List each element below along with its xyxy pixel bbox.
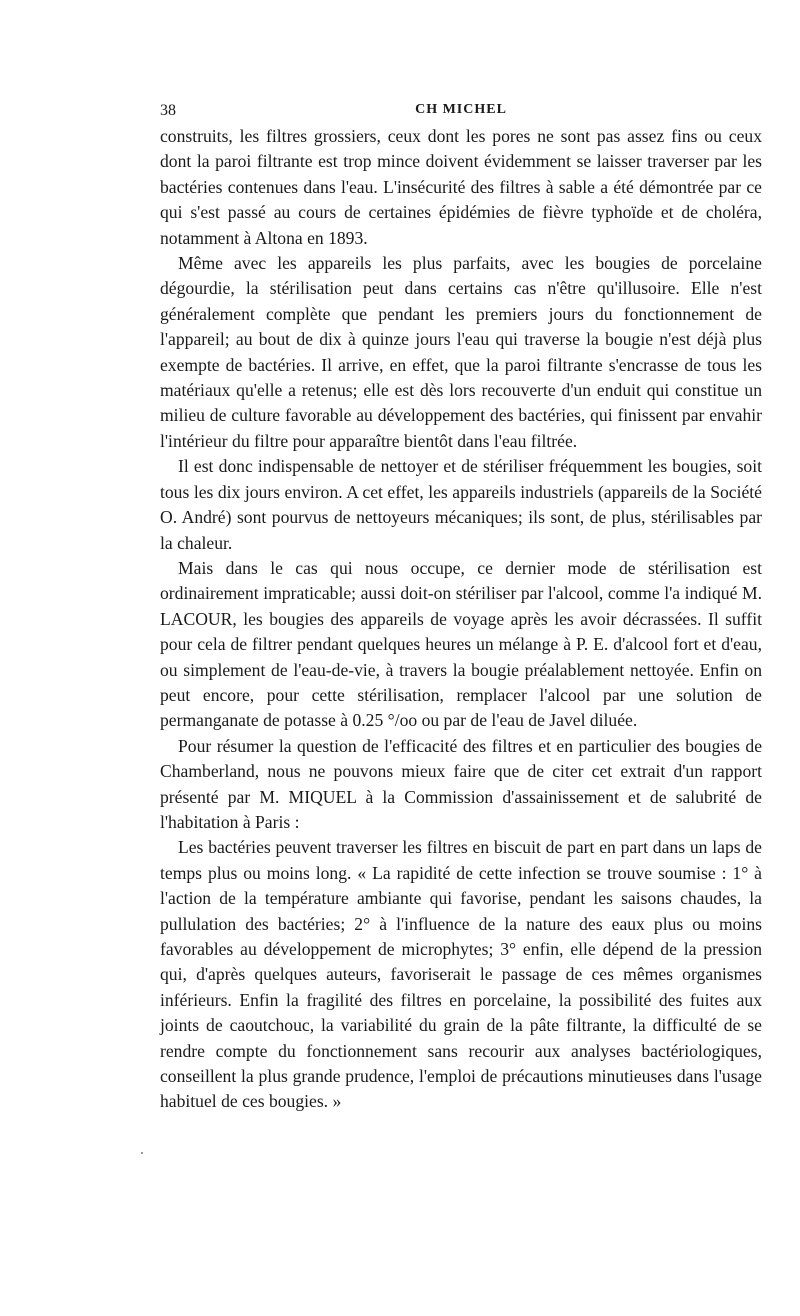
- paragraph-6: Les bactéries peuvent traverser les filtres en biscuit de part en part dans un laps de temps plus ou moins long. « La rapidité de cette infection se trouve soumise : 1° à l'action de la température ambiante qui favorise, pendant les saisons chaudes, la pullulation des bactéries; 2° à l'influence de la nature des eaux plus ou moins favorables au développement de microphytes; 3° enfin, elle dépend de la pression qui, d'après quelques auteurs, favoriserait le passage de ces mêmes organismes inférieurs. Enfin la fragilité des filtres en porcelaine, la possibilité des fuites aux joints de caoutchouc, la variabilité du grain de la pâte filtrante, la difficulté de se rendre compte du fonctionnement sans recourir aux analyses bactériologiques, conseillent la plus grande prudence, l'emploi de précautions minutieuses dans l'usage habituel de ces bougies. »: [160, 837, 762, 1112]
- paragraph-2: Même avec les appareils les plus parfaits, avec les bougies de porcelaine dégourdie, la stérilisation peut dans certains cas n'être qu'illusoire. Elle n'est généralement complète que pendant les premiers jours du fonctionnement de l'appareil; au bout de dix à quinze jours l'eau qui traverse la bougie n'est déjà plus exempte de bactéries. Il arrive, en effet, que la paroi filtrante s'encrasse de tous les matériaux qu'elle a retenus; elle est dès lors recouverte d'un enduit qui constitue un milieu de culture favorable au développement des bactéries, qui finissent par envahir l'intérieur du filtre pour apparaître bientôt dans l'eau filtrée.: [160, 253, 762, 451]
- paragraph-5: Pour résumer la question de l'efficacité des filtres et en particulier des bougies de Chamberland, nous ne pouvons mieux faire que de citer cet extrait d'un rapport présenté par M. MIQUEL à la Commission d'assainissement et de salubrité de l'habitation à Paris :: [160, 735, 762, 832]
- document-page: [160, 96, 762, 1115]
- paragraph-3: Il est donc indispensable de nettoyer et de stériliser fréquemment les bougies, soit tous les dix jours environ. A cet effet, les appareils industriels (appareils de la Société O. André) sont pourvus de nettoyeurs mécaniques; ils sont, de plus, stérilisables par la chaleur.: [160, 456, 762, 553]
- body-text: [160, 124, 762, 1115]
- ink-speck: [141, 1152, 143, 1154]
- running-title: CH MICHEL: [415, 102, 507, 117]
- page-number: 38: [160, 102, 176, 119]
- running-head: [160, 96, 762, 124]
- paragraph-1: construits, les filtres grossiers, ceux dont les pores ne sont pas assez fins ou ceux dont la paroi filtrante est trop mince doivent évidemment se laisser traverser par les bactéries contenues dans l'eau. L'insécurité des filtres à sable a été démontrée par ce qui s'est passé au cours de certaines épidémies de fièvre typhoïde et de choléra, notamment à Altona en 1893.: [160, 126, 762, 248]
- paragraph-4: Mais dans le cas qui nous occupe, ce dernier mode de stérilisation est ordinairement impraticable; aussi doit-on stériliser par l'alcool, comme l'a indiqué M. LACOUR, les bougies des appareils de voyage après les avoir décrassées. Il suffit pour cela de filtrer pendant quelques heures un mélange à P. E. d'alcool fort et d'eau, ou simplement de l'eau-de-vie, à travers la bougie préalablement nettoyée. Enfin on peut encore, pour cette stérilisation, remplacer l'alcool par une solution de permanganate de potasse à 0.25 °/oo ou par de l'eau de Javel diluée.: [160, 557, 762, 731]
